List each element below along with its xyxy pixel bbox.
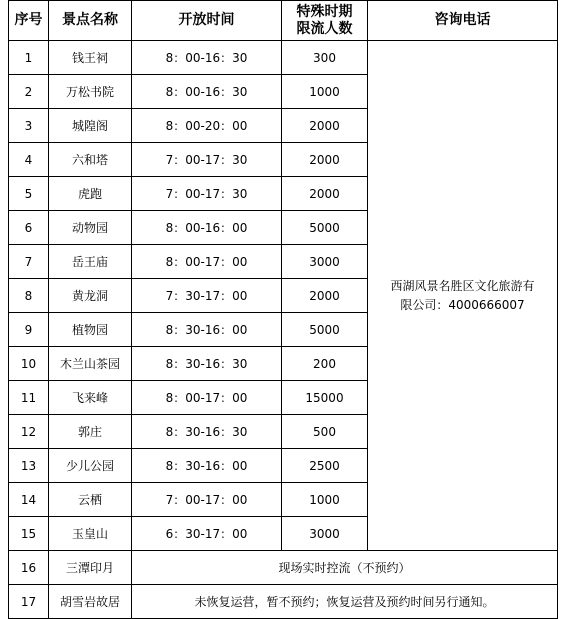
cell-name: 城隍阁 xyxy=(49,109,132,143)
cell-no: 6 xyxy=(9,211,49,245)
cell-name: 少儿公园 xyxy=(49,449,132,483)
cell-name: 胡雪岩故居 xyxy=(49,585,132,619)
cell-hours: 8：30-16：30 xyxy=(132,415,282,449)
cell-limit: 2000 xyxy=(282,177,368,211)
header-limit-line1: 特殊时期 xyxy=(296,3,353,20)
phone-line2: 限公司：4000666007 xyxy=(400,297,525,312)
table-row xyxy=(9,41,558,75)
cell-no: 17 xyxy=(9,585,49,619)
cell-no: 13 xyxy=(9,449,49,483)
cell-limit: 200 xyxy=(282,347,368,381)
cell-limit: 2000 xyxy=(282,279,368,313)
header-name: 景点名称 xyxy=(49,1,132,41)
cell-limit: 2000 xyxy=(282,143,368,177)
cell-name: 六和塔 xyxy=(49,143,132,177)
cell-no: 12 xyxy=(9,415,49,449)
cell-no: 2 xyxy=(9,75,49,109)
phone-line1: 西湖风景名胜区文化旅游有 xyxy=(390,278,535,293)
cell-no: 1 xyxy=(9,41,49,75)
cell-name: 飞来峰 xyxy=(49,381,132,415)
cell-note: 未恢复运营，暂不预约；恢复运营及预约时间另行通知。 xyxy=(132,585,558,619)
cell-no: 15 xyxy=(9,517,49,551)
cell-name: 万松书院 xyxy=(49,75,132,109)
cell-limit: 3000 xyxy=(282,517,368,551)
cell-hours: 8：00-20：00 xyxy=(132,109,282,143)
cell-no: 10 xyxy=(9,347,49,381)
cell-hours: 8：00-17：00 xyxy=(132,245,282,279)
cell-no: 16 xyxy=(9,551,49,585)
cell-limit: 5000 xyxy=(282,211,368,245)
cell-limit: 1000 xyxy=(282,75,368,109)
cell-hours: 8：00-16：30 xyxy=(132,41,282,75)
cell-limit: 300 xyxy=(282,41,368,75)
cell-hours: 7：00-17：30 xyxy=(132,177,282,211)
cell-hours: 7：00-17：00 xyxy=(132,483,282,517)
cell-hours: 7：30-17：00 xyxy=(132,279,282,313)
cell-hours: 8：00-16：00 xyxy=(132,211,282,245)
cell-limit: 5000 xyxy=(282,313,368,347)
cell-limit: 2000 xyxy=(282,109,368,143)
cell-no: 3 xyxy=(9,109,49,143)
cell-name: 岳王庙 xyxy=(49,245,132,279)
cell-hours: 8：00-16：30 xyxy=(132,75,282,109)
cell-limit: 1000 xyxy=(282,483,368,517)
cell-hours: 8：30-16：00 xyxy=(132,449,282,483)
cell-no: 11 xyxy=(9,381,49,415)
cell-no: 8 xyxy=(9,279,49,313)
scenic-spots-table xyxy=(8,0,558,619)
cell-no: 5 xyxy=(9,177,49,211)
header-limit xyxy=(282,1,368,41)
header-no: 序号 xyxy=(9,1,49,41)
cell-name: 动物园 xyxy=(49,211,132,245)
cell-no: 9 xyxy=(9,313,49,347)
cell-limit: 500 xyxy=(282,415,368,449)
cell-name: 植物园 xyxy=(49,313,132,347)
cell-hours: 8：00-17：00 xyxy=(132,381,282,415)
cell-limit: 15000 xyxy=(282,381,368,415)
header-phone: 咨询电话 xyxy=(368,1,558,41)
cell-hours: 8：30-16：00 xyxy=(132,313,282,347)
cell-no: 4 xyxy=(9,143,49,177)
cell-name: 钱王祠 xyxy=(49,41,132,75)
cell-name: 三潭印月 xyxy=(49,551,132,585)
cell-hours: 7：00-17：30 xyxy=(132,143,282,177)
cell-name: 木兰山茶园 xyxy=(49,347,132,381)
header-row xyxy=(9,1,558,41)
cell-name: 郭庄 xyxy=(49,415,132,449)
cell-name: 云栖 xyxy=(49,483,132,517)
cell-name: 玉皇山 xyxy=(49,517,132,551)
table-row xyxy=(9,551,558,585)
cell-phone xyxy=(368,41,558,551)
cell-limit: 2500 xyxy=(282,449,368,483)
cell-limit: 3000 xyxy=(282,245,368,279)
cell-name: 虎跑 xyxy=(49,177,132,211)
cell-name: 黄龙洞 xyxy=(49,279,132,313)
cell-no: 7 xyxy=(9,245,49,279)
cell-hours: 8：30-16：30 xyxy=(132,347,282,381)
table-row xyxy=(9,585,558,619)
cell-note: 现场实时控流（不预约） xyxy=(132,551,558,585)
header-hours: 开放时间 xyxy=(132,1,282,41)
cell-hours: 6：30-17：00 xyxy=(132,517,282,551)
cell-no: 14 xyxy=(9,483,49,517)
header-limit-line2: 限流人数 xyxy=(296,20,353,37)
